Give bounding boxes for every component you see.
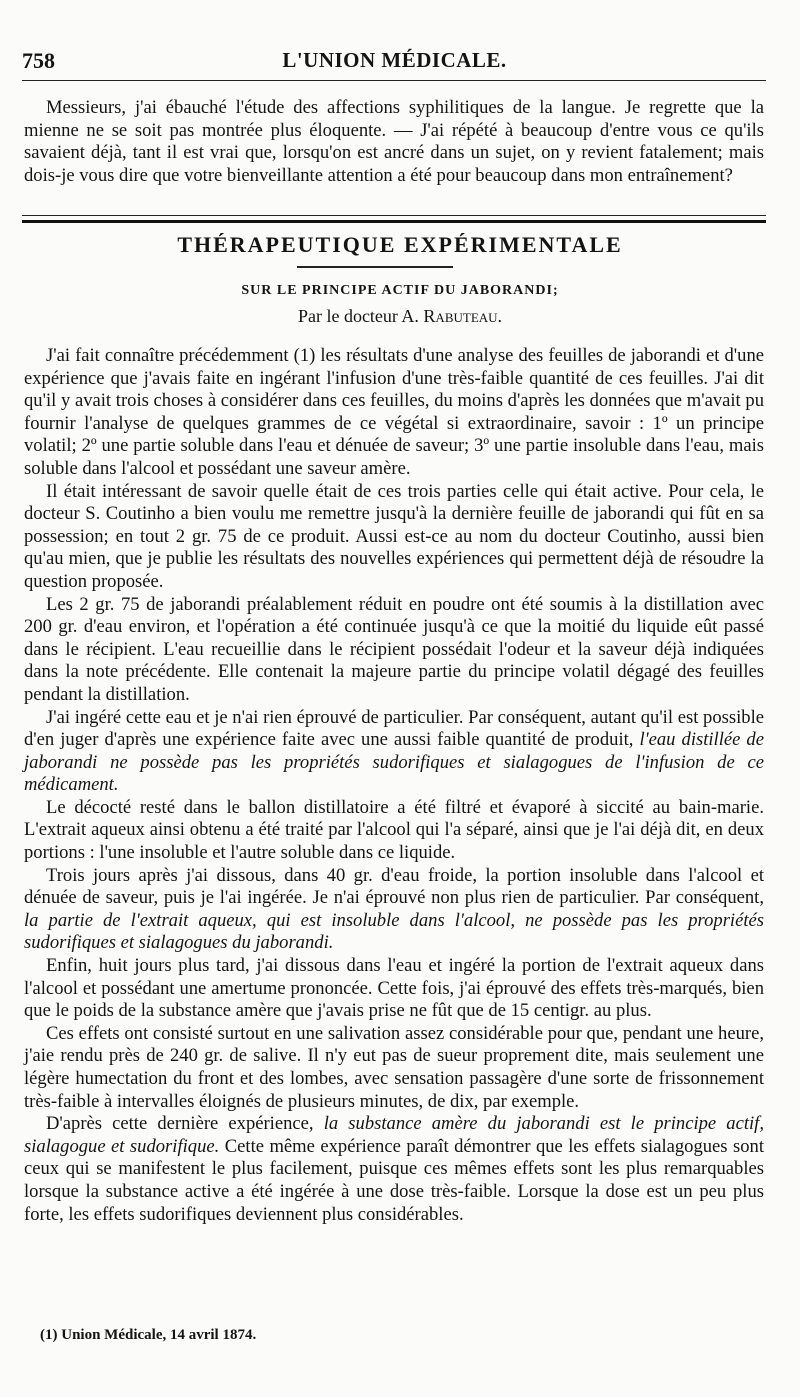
paragraph-8: Ces effets ont consisté surtout en une salivation assez considérable pour que, pendant une heure, j'aie rendu près de 240 gr. de salive. Il n'y eut pas de sueur proprement dite, mais seulement une légère humectation du front et des lombes, avec sensation passagère d'une sorte de frissonnement très-faible à intervalles éloignés de plusieurs minutes, de dix, par exemple.	[24, 1022, 764, 1112]
running-title: L'UNION MÉDICALE.	[282, 48, 507, 72]
paragraph-6-text: Trois jours après j'ai dissous, dans 40 gr. d'eau froide, la portion insoluble dans l'alcool et dénuée de saveur, puis je l'ai ingérée. Je n'ai éprouvé non plus rien de particulier. Par conséquent,	[24, 864, 764, 909]
title-underline	[297, 266, 453, 268]
section-divider-thick	[22, 220, 766, 223]
paragraph-5: Le décocté resté dans le ballon distillatoire a été filtré et évaporé à siccité au bain-marie. L'extrait aqueux ainsi obtenu a été traité par l'alcool qui l'a séparé, ainsi que je l'ai déjà dit, en deux portions : l'une insoluble et l'autre soluble dans ce liquide.	[24, 796, 764, 864]
intro-paragraph: Messieurs, j'ai ébauché l'étude des affections syphilitiques de la langue. Je regrette que la mienne ne se soit pas montrée plus éloquente. — J'ai répété à beaucoup d'entre vous ce qu'ils savaient déjà, tant il est vrai que, lorsqu'on est ancré dans un sujet, on y revient fatalement; mais dois-je vous dire que votre bienveillante attention a été pour beaucoup dans mon entraînement?	[24, 97, 764, 186]
paragraph-6	[24, 865, 764, 955]
footnote: (1) Union Médicale, 14 avril 1874.	[40, 1327, 257, 1343]
page-number: 758	[22, 48, 55, 73]
paragraph-2: Il était intéressant de savoir quelle était de ces trois parties celle qui était active. Pour cela, le docteur S. Coutinho a bien voulu me remettre jusqu'à la dernière feuille de jaborandi qui fût en sa possession; en tout 2 gr. 75 de ce produit. Aussi est-ce au nom du docteur Coutinho, aussi bien qu'au mien, que je publie les résultats des nouvelles expériences qui permettent déjà de résoudre la question proposée.	[24, 480, 764, 592]
paragraph-4-text: J'ai ingéré cette eau et je n'ai rien éprouvé de particulier. Par conséquent, autant qu'il est possible d'en juger d'après une expérience faite avec une aussi faible quantité de produit,	[24, 706, 764, 751]
paragraph-3: Les 2 gr. 75 de jaborandi préalablement réduit en poudre ont été soumis à la distillation avec 200 gr. d'eau environ, et l'opération a été continuée jusqu'à ce que la moitié du liquide eût passé dans le récipient. L'eau recueillie dans le récipient possédait l'odeur et la saveur déjà indiquées dans la note précédente. Elle contenait la majeure partie du principe volatil dégagé des feuilles pendant la distillation.	[24, 593, 764, 705]
header-rule	[22, 80, 766, 81]
section-title: THÉRAPEUTIQUE EXPÉRIMENTALE	[177, 232, 623, 257]
paragraph-6-emphasis: la partie de l'extrait aqueux, qui est insoluble dans l'alcool, ne possède pas les propriétés sudorifiques et sialagogues du jaborandi.	[24, 909, 764, 954]
paragraph-9	[24, 1113, 764, 1226]
article-body	[24, 345, 764, 1226]
intro-text	[24, 97, 764, 187]
paragraph-9-continuation: Cette même expérience paraît démontrer que les effets sialagogues sont ceux qui se manifestent le plus facilement, puisque ces mêmes effets sont les plus remarquables lorsque la substance active a été ingérée à une dose très-faible. Lorsque la dose est un peu plus forte, les effets sudorifiques deviennent plus considérables.	[24, 1135, 764, 1225]
paragraph-1: J'ai fait connaître précédemment (1) les résultats d'une analyse des feuilles de jaborandi et d'une expérience que j'avais faite en ingérant l'infusion d'une très-faible quantité de ces feuilles. J'ai dit qu'il y avait trois choses à considérer dans ces feuilles, du moins d'après les données que m'avait pu fournir l'analyse de quelques grammes de ce végétal si extraordinaire, savoir : 1º un principe volatil; 2º une partie soluble dans l'eau et dénuée de saveur; 3º une partie insoluble dans l'eau, mais soluble dans l'alcool et possédant une saveur amère.	[24, 345, 764, 479]
paragraph-4	[24, 707, 764, 797]
paragraph-9-text: D'après cette dernière expérience,	[46, 1113, 314, 1135]
author-name: Rabuteau.	[423, 306, 503, 326]
page-header	[22, 48, 767, 76]
article-title: SUR LE PRINCIPE ACTIF DU JABORANDI;	[241, 283, 559, 298]
byline	[0, 306, 800, 327]
paragraph-7: Enfin, huit jours plus tard, j'ai dissous dans l'eau et ingéré la portion de l'extrait aqueux dans l'alcool et possédant une amertume prononcée. Cette fois, j'ai éprouvé des effets très-marqués, bien que le poids de la substance amère que j'avais prise ne fût que de 15 centigr. au plus.	[24, 955, 764, 1022]
section-divider-thin	[22, 215, 766, 216]
paragraph-9-emphasis: la substance amère du jaborandi est le principe actif, sialagogue et sudorifique.	[24, 1113, 765, 1157]
byline-prefix: Par le docteur A.	[297, 306, 419, 326]
paragraph-4-emphasis: l'eau distillée de jaborandi ne possède pas les propriétés sudorifiques et sialagogues de l'infusion de ce médicament.	[24, 729, 764, 796]
